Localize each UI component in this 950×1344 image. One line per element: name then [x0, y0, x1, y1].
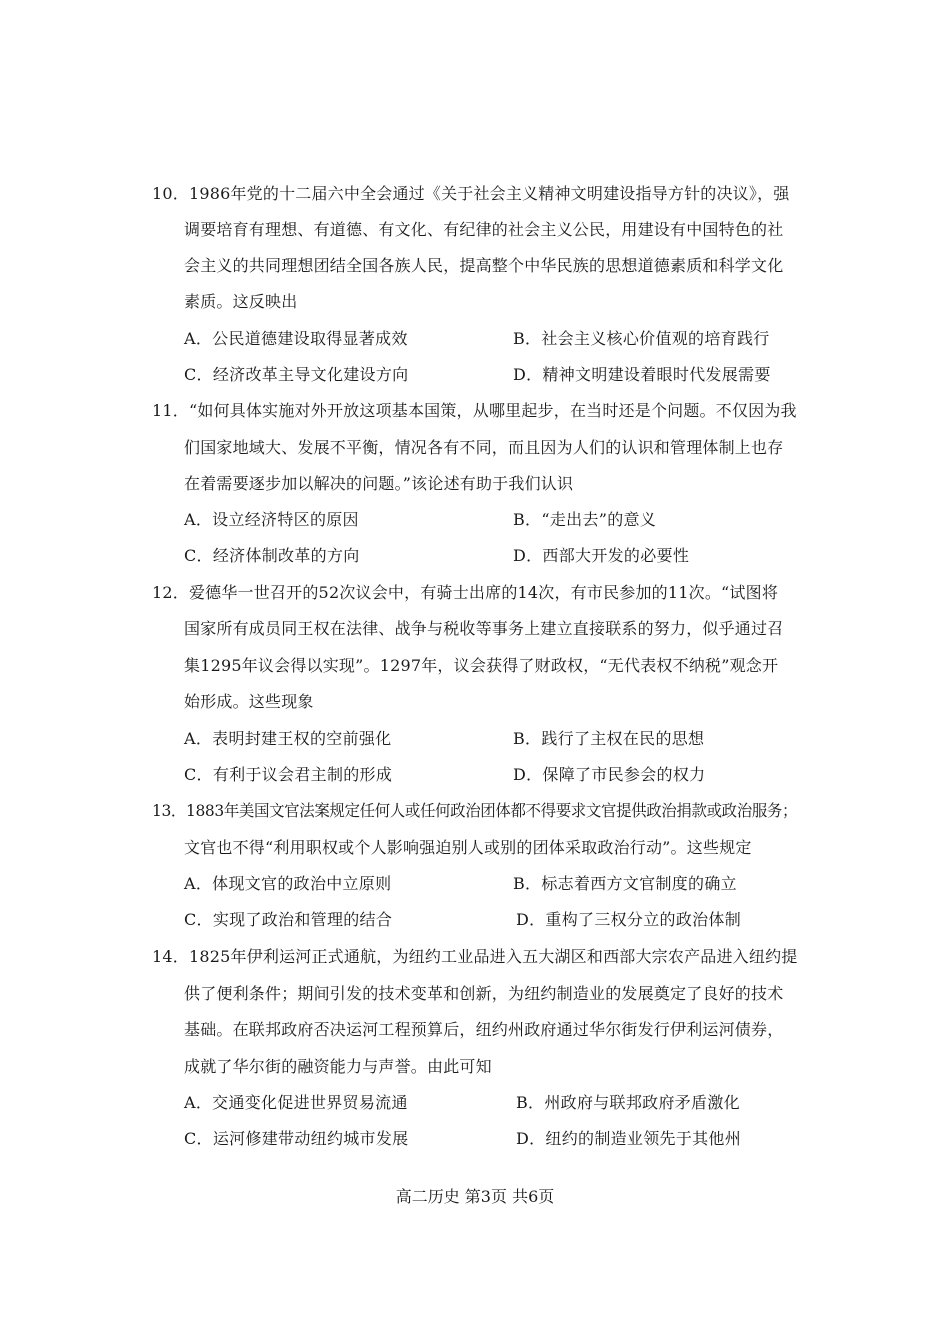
question-text-line: 国家所有成员同王权在法律、战争与税收等事务上建立直接联系的努力，似乎通过召	[184, 619, 784, 638]
option-a: A．体现文官的政治中立原则	[184, 874, 392, 893]
question-text-line: 始形成。这些现象	[184, 692, 314, 711]
question-text-line: 供了便利条件；期间引发的技术变革和创新，为纽约制造业的发展奠定了良好的技术	[184, 984, 784, 1003]
option-b: B．标志着西方文官制度的确立	[513, 874, 737, 893]
question-text-line: 调要培育有理想、有道德、有文化、有纪律的社会主义公民，用建设有中国特色的社	[184, 220, 784, 239]
option-d: D．保障了市民参会的权力	[513, 765, 706, 784]
option-b: B．践行了主权在民的思想	[513, 729, 705, 748]
option-a: A．交通变化促进世界贸易流通	[184, 1093, 408, 1112]
question-text-line: 会主义的共同理想团结全国各族人民，提高整个中华民族的思想道德素质和科学文化	[184, 256, 784, 275]
option-b: B．社会主义核心价值观的培育践行	[513, 329, 770, 348]
question-text-line: 成就了华尔街的融资能力与声誉。由此可知	[184, 1057, 492, 1076]
question-text-line: 12．爱德华一世召开的52次议会中，有骑士出席的14次，有市民参加的11次。“试图将	[152, 583, 779, 602]
question-text-line: 13．1883年美国文官法案规定任何人或任何政治团体都不得要求文官提供政治捐款或政治服务；	[152, 801, 798, 820]
option-b: B．州政府与联邦政府矛盾激化	[516, 1093, 740, 1112]
question-text-line: 10．1986年党的十二届六中全会通过《关于社会主义精神文明建设指导方针的决议》，强	[152, 184, 790, 203]
option-c: C．有利于议会君主制的形成	[184, 765, 393, 784]
question-text-line: 基础。在联邦政府否决运河工程预算后，纽约州政府通过华尔街发行伊利运河债券，	[184, 1020, 784, 1039]
question-text-line: 11．“如何具体实施对外开放这项基本国策，从哪里起步，在当时还是个问题。不仅因为我	[152, 401, 797, 420]
option-b: B．“走出去”的意义	[513, 510, 657, 529]
question-text-line: 文官也不得“利用职权或个人影响强迫别人或别的团体采取政治行动”。这些规定	[184, 838, 752, 857]
question-text-line: 素质。这反映出	[184, 292, 298, 311]
option-a: A．公民道德建设取得显著成效	[184, 329, 408, 348]
question-text-line: 14．1825年伊利运河正式通航，为纽约工业品进入五大湖区和西部大宗农产品进入纽约提	[152, 947, 798, 966]
page-footer: 高二历史 第3页 共6页	[395, 1187, 555, 1206]
option-d: D．精神文明建设着眼时代发展需要	[513, 365, 771, 384]
question-text-line: 们国家地域大、发展不平衡，情况各有不同，而且因为人们的认识和管理体制上也存	[184, 438, 784, 457]
option-c: C．经济改革主导文化建设方向	[184, 365, 409, 384]
option-d: D．重构了三权分立的政治体制	[516, 910, 742, 929]
option-d: D．纽约的制造业领先于其他州	[516, 1129, 742, 1148]
option-c: C．实现了政治和管理的结合	[184, 910, 393, 929]
question-text-line: 在着需要逐步加以解决的问题。”该论述有助于我们认识	[184, 474, 574, 493]
option-c: C．经济体制改革的方向	[184, 546, 360, 565]
option-d: D．西部大开发的必要性	[513, 546, 690, 565]
question-text-line: 集1295年议会得以实现”。1297年，议会获得了财政权，“无代表权不纳税”观念开	[184, 656, 779, 675]
option-c: C．运河修建带动纽约城市发展	[184, 1129, 409, 1148]
option-a: A．表明封建王权的空前强化	[184, 729, 392, 748]
option-a: A．设立经济特区的原因	[184, 510, 359, 529]
